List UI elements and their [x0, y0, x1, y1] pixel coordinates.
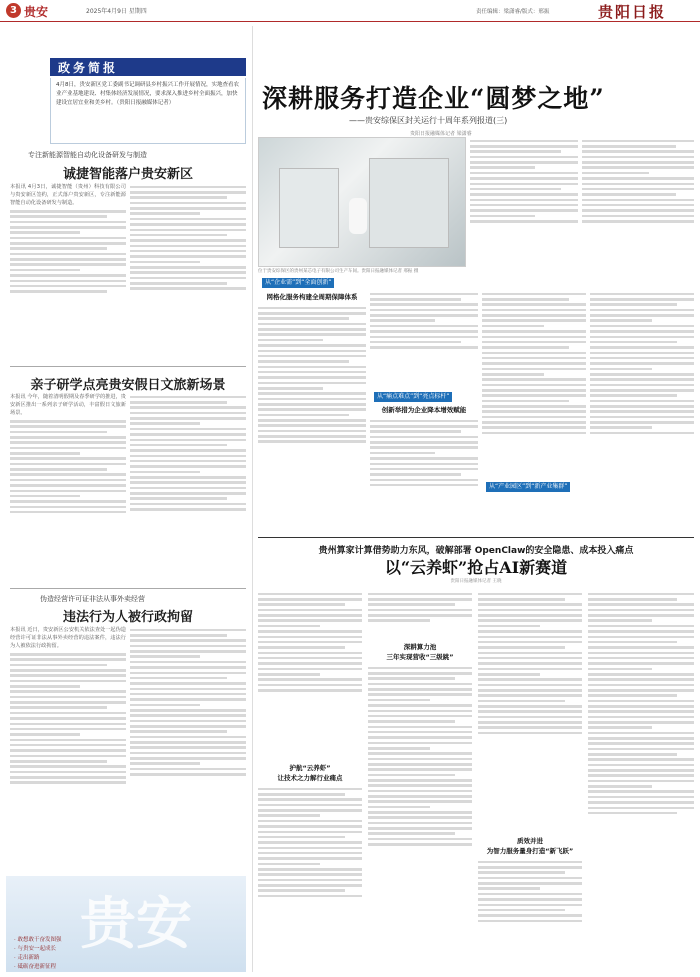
cloud-col4 — [588, 590, 694, 970]
feature-title: 深耕服务打造企业“圆梦之地” — [262, 84, 605, 113]
column-divider — [252, 26, 253, 972]
divider — [10, 588, 246, 589]
factory-photo — [258, 137, 466, 267]
feature-lower-col3 — [482, 290, 586, 530]
article3-body-col1 — [10, 626, 126, 870]
article3-body-col2 — [130, 626, 246, 870]
article3-kicker: 伪造经营许可证非法从事外卖经营 — [40, 595, 145, 603]
machine-shape — [369, 158, 449, 248]
feature-lower-col2b — [370, 417, 478, 530]
cloud-subhead: 质效并进 — [517, 837, 543, 845]
article2-body-col2 — [130, 393, 246, 583]
feature-lower-col2a — [370, 290, 478, 390]
cloud-col2b — [368, 664, 472, 970]
cloud-col2a — [368, 590, 472, 640]
article-cloud-kicker: 贵州算家计算借势助力东风，破解部署 OpenClaw的安全隐患、成本投入痛点 — [318, 546, 634, 556]
cloud-col1a — [258, 590, 362, 760]
feature-lower-col4 — [590, 290, 694, 530]
cloud-subhead: 三年实现营收“三级跳” — [386, 653, 454, 661]
brief-title: 政务简报 — [58, 61, 119, 75]
article2-body-col1 — [10, 393, 126, 583]
article1-body-col1 — [10, 183, 126, 358]
article1-kicker: 专注新能源智能自动化设备研发与制造 — [28, 151, 147, 159]
newspaper-logo: 贵阳日报 — [598, 3, 667, 21]
divider — [10, 366, 246, 367]
issue-date: 2025年4月9日 星期四 — [86, 8, 147, 15]
photo-caption: 位于贵安综保区的贵州某芯电子有限公司生产车间。贵阳日报融媒体记者 邢振 摄 — [258, 269, 419, 274]
cloud-col1b — [258, 785, 362, 970]
article-cloud-byline: 贵阳日报融媒体记者 王晓 — [450, 579, 502, 584]
feature-subhead: 从“产业园区”到“新产业集群” — [486, 482, 570, 492]
feature-subtitle: ——贵安综保区封关运行十周年系列报道(三) — [349, 116, 508, 125]
cloud-subhead: 护航“云养虾” — [289, 764, 331, 772]
slogan-line: · 走出新路 — [14, 955, 40, 961]
page-header — [0, 0, 700, 22]
section-divider — [258, 537, 694, 538]
cloud-col3a — [478, 590, 582, 833]
cloud-col3b — [478, 858, 582, 970]
cloud-subhead: 深耕算力池 — [403, 643, 437, 651]
article2-title: 亲子研学点亮贵安假日文旅新场景 — [30, 378, 226, 393]
slogan-line: · 与贵安一起成长 — [14, 946, 56, 952]
section-name: 贵安 — [24, 5, 49, 19]
page-number: 3 — [6, 3, 21, 18]
slogan-line: · 敢想敢干奋发图强 — [14, 937, 62, 943]
feature-lower-col1 — [258, 304, 366, 530]
feature-subhead: 从“痛点难点”到“亮点标杆” — [374, 392, 452, 402]
cloud-subhead: 为智力服务量身打造“新飞跃” — [486, 847, 574, 855]
decorative-big-text: 贵安 — [80, 891, 192, 957]
article2-lead: 本报讯 今年，随着清明假期及春季研学的推进，贵安新区推出一系列亲子研学活动，丰富假日文旅新场景。 — [10, 394, 126, 417]
feature-mid-title2: 创新举措为企业降本增效赋能 — [381, 406, 467, 414]
cloud-subhead: 让技术之力解行业痛点 — [277, 774, 343, 782]
slogan-line: · 砥砺奋进新征程 — [14, 964, 56, 970]
article3-lead: 本报讯 近日，贵安新区公安机关依法查处一起伪造经营许可证非法从事外卖经营的违法案件，违法行为人被依法行政拘留。 — [10, 627, 126, 650]
article3-title: 违法行为人被行政拘留 — [62, 610, 193, 625]
feature-byline: 贵阳日报融媒体记者 梁潇睿 — [410, 131, 472, 137]
article-cloud-title: 以“云养虾”抢占AI新赛道 — [384, 558, 568, 577]
article1-lead: 本报讯 4月3日，诚捷智能（贵州）科技有限公司与贵安新区签约，正式落户贵安新区，专注新能源智能自动化设备研发与制造。 — [10, 184, 126, 207]
worker-shape — [349, 198, 367, 234]
feature-mid-title: 网格化服务构建全周期保障体系 — [266, 293, 358, 301]
feature-body-col2 — [470, 137, 578, 277]
editor-credit: 责任编辑：梁潇睿/版式：邢振 — [476, 9, 550, 15]
article1-title: 诚捷智能落户贵安新区 — [62, 167, 193, 182]
feature-subhead: 从“企业需”到“全面创新” — [262, 278, 334, 288]
brief-text: 4月8日，贵安新区党工委副书记调研县乡村振兴工作开展情况，实地查看农业产业基地建设、村集体经济发展情况，要求深入推进乡村全面振兴，加快建设宜居宜业和美乡村。（贵阳日报融媒体记者） — [50, 78, 246, 144]
feature-body-col3 — [582, 137, 694, 277]
machine-shape — [279, 168, 339, 248]
article1-body-col2 — [130, 183, 246, 358]
